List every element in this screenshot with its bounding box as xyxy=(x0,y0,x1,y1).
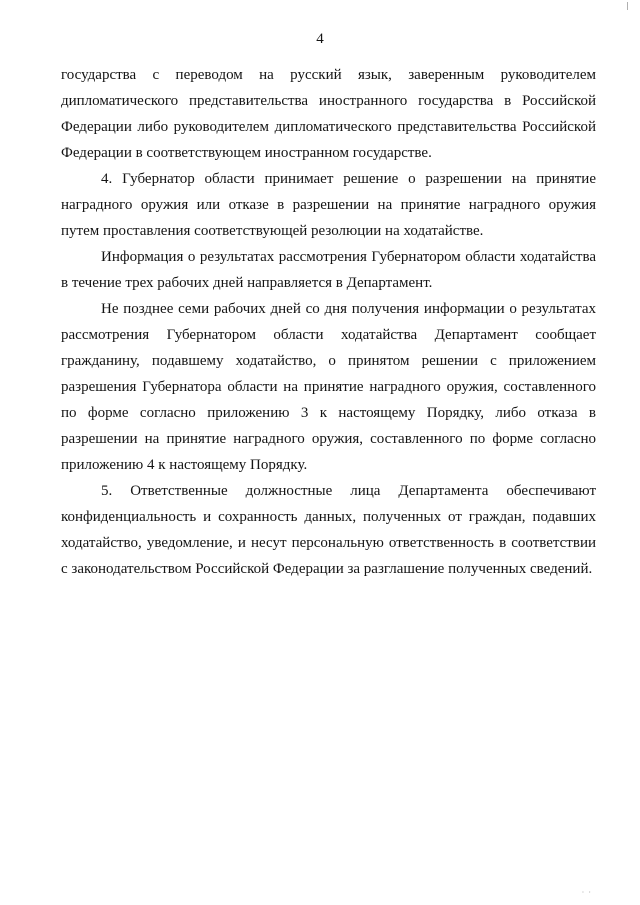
paragraph-continuation: государства с переводом на русский язык, заверенным руководителем дипломатического представительства иностранного государства в Российской Федерации либо руководителем дипломатического представительства Российской Федерации в соответствующем иностранном государстве. xyxy=(61,67,596,161)
page-number: 4 xyxy=(316,31,324,47)
paragraph-notification: Не позднее семи рабочих дней со дня получения информации о результатах рассмотрения Губернатором области ходатайства Департамент сообщает гражданину, подавшему ходатайство, о принятом решении с приложением разрешения Губернатора области на принятие наградного оружия, составленного по форме согласно приложению 3 к настоящему Порядку, либо отказа в разрешении на принятие наградного оружия, составленного по форме согласно приложению 4 к настоящему Порядку. xyxy=(61,301,596,473)
document-body xyxy=(61,62,596,582)
scan-footer-mark: · · xyxy=(581,888,592,897)
paragraph-item-5: 5. Ответственные должностные лица Департамента обеспечивают конфиденциальность и сохранность данных, полученных от граждан, подавших ходатайство, уведомление, и несут персональную ответственность в соответствии с законодательством Российской Федерации за разглашение полученных сведений. xyxy=(61,483,596,577)
paragraph-information: Информация о результатах рассмотрения Губернатором области ходатайства в течение трех рабочих дней направляется в Департамент. xyxy=(61,249,596,291)
paragraph-item-4: 4. Губернатор области принимает решение о разрешении на принятие наградного оружия или отказе в разрешении на принятие наградного оружия путем проставления соответствующей резолюции на ходатайстве. xyxy=(61,171,596,239)
scan-corner-mark xyxy=(627,2,632,10)
